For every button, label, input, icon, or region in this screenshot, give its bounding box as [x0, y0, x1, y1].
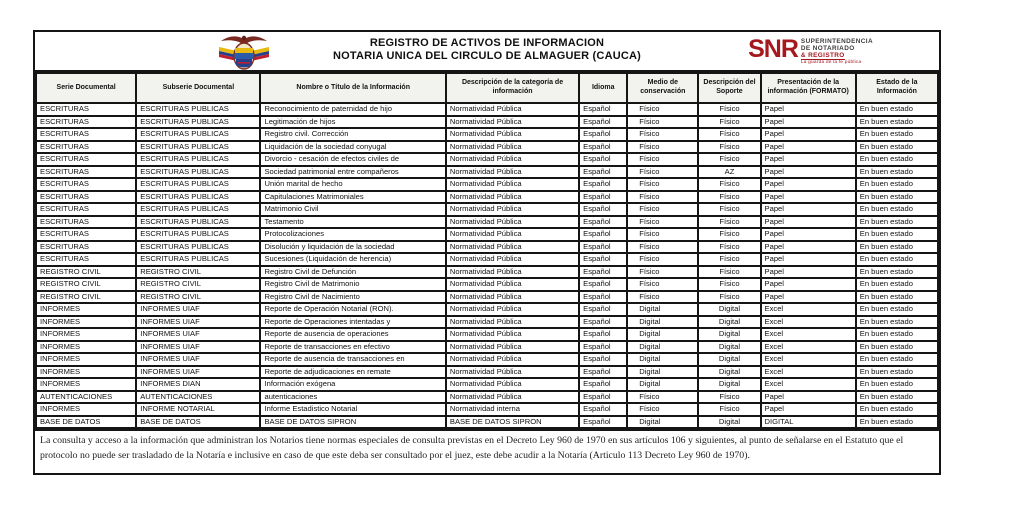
table-cell: Físico: [698, 116, 760, 129]
table-row: [36, 378, 938, 391]
table-cell: En buen estado: [856, 253, 938, 266]
table-row: [36, 278, 938, 291]
table-cell: Legitimación de hijos: [260, 116, 445, 129]
table-cell: Reporte de Operaciones intentadas y: [260, 316, 445, 329]
table-cell: En buen estado: [856, 378, 938, 391]
table-cell: Reporte de transacciones en efectivo: [260, 341, 445, 354]
table-cell: ESCRITURAS PUBLICAS: [136, 178, 260, 191]
table-cell: Español: [579, 366, 627, 379]
table-cell: Normatividad Pública: [446, 341, 579, 354]
table-row: [36, 141, 938, 154]
table-cell: En buen estado: [856, 341, 938, 354]
table-cell: Reporte de ausencia de operaciones: [260, 328, 445, 341]
table-cell: Digital: [627, 303, 698, 316]
table-cell: Normatividad Pública: [446, 253, 579, 266]
table-cell: Unión marital de hecho: [260, 178, 445, 191]
table-cell: Papel: [761, 153, 856, 166]
table-cell: Normatividad Pública: [446, 103, 579, 116]
table-cell: En buen estado: [856, 328, 938, 341]
table-cell: Papel: [761, 291, 856, 304]
table-cell: ESCRITURAS: [36, 116, 136, 129]
table-cell: Físico: [627, 203, 698, 216]
table-row: [36, 228, 938, 241]
table-cell: ESCRITURAS PUBLICAS: [136, 228, 260, 241]
table-cell: Español: [579, 216, 627, 229]
table-row: [36, 291, 938, 304]
table-cell: Físico: [698, 103, 760, 116]
table-cell: Normatividad Pública: [446, 203, 579, 216]
snr-line3: & REGISTRO: [800, 51, 845, 59]
table-cell: Físico: [627, 228, 698, 241]
table-cell: REGISTRO CIVIL: [136, 291, 260, 304]
table-cell: REGISTRO CIVIL: [36, 266, 136, 279]
table-cell: En buen estado: [856, 353, 938, 366]
table-cell: REGISTRO CIVIL: [136, 278, 260, 291]
table-cell: AUTENTICACIONES: [36, 391, 136, 404]
table-cell: Testamento: [260, 216, 445, 229]
table-cell: Físico: [698, 391, 760, 404]
table-cell: Papel: [761, 253, 856, 266]
table-cell: Normatividad Pública: [446, 228, 579, 241]
table-cell: En buen estado: [856, 241, 938, 254]
table-cell: Físico: [627, 178, 698, 191]
table-cell: Español: [579, 328, 627, 341]
table-cell: Sociedad patrimonial entre compañeros: [260, 166, 445, 179]
table-cell: Digital: [698, 416, 760, 429]
table-cell: Físico: [627, 403, 698, 416]
table-cell: ESCRITURAS: [36, 241, 136, 254]
table-cell: En buen estado: [856, 203, 938, 216]
table-cell: Físico: [627, 278, 698, 291]
table-cell: En buen estado: [856, 416, 938, 429]
table-cell: Digital: [627, 353, 698, 366]
table-cell: Papel: [761, 266, 856, 279]
table-cell: ESCRITURAS: [36, 203, 136, 216]
table-cell: Español: [579, 341, 627, 354]
table-cell: Físico: [698, 141, 760, 154]
table-cell: ESCRITURAS PUBLICAS: [136, 253, 260, 266]
table-cell: Físico: [698, 241, 760, 254]
table-cell: Disolución y liquidación de la sociedad: [260, 241, 445, 254]
table-cell: Reporte de adjudicaciones en remate: [260, 366, 445, 379]
table-row: [36, 266, 938, 279]
table-cell: REGISTRO CIVIL: [36, 291, 136, 304]
table-cell: Normatividad Pública: [446, 153, 579, 166]
table-cell: Normatividad Pública: [446, 266, 579, 279]
table-cell: En buen estado: [856, 166, 938, 179]
table-cell: INFORMES: [36, 341, 136, 354]
table-cell: Físico: [627, 216, 698, 229]
table-cell: Físico: [627, 191, 698, 204]
table-cell: En buen estado: [856, 303, 938, 316]
table-cell: Físico: [627, 103, 698, 116]
table-row: [36, 366, 938, 379]
table-cell: Físico: [698, 203, 760, 216]
table-row: [36, 216, 938, 229]
table-cell: Digital: [627, 378, 698, 391]
table-row: [36, 253, 938, 266]
table-cell: REGISTRO CIVIL: [36, 278, 136, 291]
table-cell: Físico: [627, 128, 698, 141]
table-row: [36, 166, 938, 179]
table-row: [36, 103, 938, 116]
table-cell: INFORMES: [36, 316, 136, 329]
table-cell: ESCRITURAS PUBLICAS: [136, 103, 260, 116]
table-cell: INFORMES UIAF: [136, 366, 260, 379]
table-cell: Excel: [761, 341, 856, 354]
table-cell: Normatividad Pública: [446, 241, 579, 254]
table-cell: En buen estado: [856, 141, 938, 154]
table-cell: Registro civil. Corrección: [260, 128, 445, 141]
table-cell: Físico: [698, 266, 760, 279]
table-cell: REGISTRO CIVIL: [136, 266, 260, 279]
table-cell: ESCRITURAS PUBLICAS: [136, 128, 260, 141]
table-cell: Normatividad Pública: [446, 216, 579, 229]
table-cell: Normatividad Pública: [446, 366, 579, 379]
table-cell: Español: [579, 378, 627, 391]
table-cell: Normatividad interna: [446, 403, 579, 416]
table-cell: Excel: [761, 328, 856, 341]
table-cell: Registro Civil de Defunción: [260, 266, 445, 279]
table-cell: Español: [579, 128, 627, 141]
table-cell: ESCRITURAS: [36, 128, 136, 141]
table-row: [36, 303, 938, 316]
table-cell: Informe Estadistico Notarial: [260, 403, 445, 416]
table-cell: INFORMES: [36, 403, 136, 416]
table-cell: Español: [579, 291, 627, 304]
table-cell: Papel: [761, 278, 856, 291]
table-cell: Español: [579, 303, 627, 316]
table-cell: Digital: [698, 366, 760, 379]
table-cell: Físico: [698, 291, 760, 304]
table-cell: Divorcio - cesación de efectos civiles de: [260, 153, 445, 166]
table-cell: ESCRITURAS: [36, 141, 136, 154]
table-cell: En buen estado: [856, 266, 938, 279]
table-cell: En buen estado: [856, 291, 938, 304]
document-title: REGISTRO DE ACTIVOS DE INFORMACION: [369, 37, 605, 49]
snr-logo-text: [801, 39, 873, 67]
table-cell: Físico: [698, 128, 760, 141]
column-header: Nombre o Título de la Información: [260, 73, 445, 103]
table-row: [36, 191, 938, 204]
table-cell: ESCRITURAS: [36, 216, 136, 229]
registro-table: [35, 72, 939, 429]
table-cell: Papel: [761, 166, 856, 179]
table-cell: Digital: [698, 341, 760, 354]
table-cell: ESCRITURAS PUBLICAS: [136, 166, 260, 179]
table-cell: ESCRITURAS PUBLICAS: [136, 141, 260, 154]
table-cell: En buen estado: [856, 366, 938, 379]
table-cell: Físico: [698, 403, 760, 416]
table-cell: Papel: [761, 141, 856, 154]
table-cell: Español: [579, 166, 627, 179]
table-cell: Normatividad Pública: [446, 128, 579, 141]
table-cell: Papel: [761, 128, 856, 141]
table-cell: ESCRITURAS: [36, 178, 136, 191]
table-row: [36, 341, 938, 354]
table-cell: Normatividad Pública: [446, 291, 579, 304]
table-cell: En buen estado: [856, 191, 938, 204]
table-row: [36, 353, 938, 366]
table-cell: INFORMES: [36, 378, 136, 391]
table-cell: Normatividad Pública: [446, 141, 579, 154]
table-cell: DIGITAL: [761, 416, 856, 429]
table-row: [36, 241, 938, 254]
table-cell: Digital: [627, 366, 698, 379]
table-cell: Físico: [627, 291, 698, 304]
table-cell: Digital: [627, 316, 698, 329]
column-header: Serie Documental: [36, 73, 136, 103]
table-cell: Español: [579, 253, 627, 266]
table-cell: Digital: [627, 416, 698, 429]
table-cell: Registro Civil de Matrimonio: [260, 278, 445, 291]
table-cell: Español: [579, 416, 627, 429]
table-row: [36, 403, 938, 416]
table-cell: Sucesiones (Liquidación de herencia): [260, 253, 445, 266]
table-cell: Normatividad Pública: [446, 391, 579, 404]
table-cell: INFORMES UIAF: [136, 353, 260, 366]
snr-acronym: SNR: [748, 35, 798, 63]
table-cell: Normatividad Pública: [446, 378, 579, 391]
table-cell: En buen estado: [856, 128, 938, 141]
table-cell: En buen estado: [856, 403, 938, 416]
table-cell: INFORMES: [36, 303, 136, 316]
table-cell: Papel: [761, 191, 856, 204]
table-cell: INFORMES UIAF: [136, 303, 260, 316]
registro-activos-sheet: [33, 30, 941, 475]
table-cell: Papel: [761, 178, 856, 191]
table-cell: Español: [579, 403, 627, 416]
table-cell: autenticaciones: [260, 391, 445, 404]
table-cell: Español: [579, 203, 627, 216]
column-header: Descripción de la categoría de información: [446, 73, 579, 103]
table-cell: Español: [579, 278, 627, 291]
table-cell: Físico: [698, 153, 760, 166]
table-cell: En buen estado: [856, 103, 938, 116]
table-cell: Papel: [761, 116, 856, 129]
table-cell: Papel: [761, 391, 856, 404]
table-header-row: [36, 73, 938, 103]
table-cell: Español: [579, 353, 627, 366]
table-cell: En buen estado: [856, 178, 938, 191]
table-cell: Capitulaciones Matrimoniales: [260, 191, 445, 204]
table-cell: Excel: [761, 366, 856, 379]
snr-logo: [748, 37, 873, 67]
table-cell: Papel: [761, 216, 856, 229]
table-cell: En buen estado: [856, 278, 938, 291]
table-cell: Digital: [627, 328, 698, 341]
table-cell: Matrimonio Civil: [260, 203, 445, 216]
table-cell: Normatividad Pública: [446, 278, 579, 291]
table-row: [36, 203, 938, 216]
table-cell: Español: [579, 141, 627, 154]
table-cell: Papel: [761, 203, 856, 216]
column-header: Estado de la Información: [856, 73, 938, 103]
table-cell: Reporte de Operación Notarial (RON).: [260, 303, 445, 316]
table-cell: Físico: [627, 241, 698, 254]
table-cell: Liquidación de la sociedad conyugal: [260, 141, 445, 154]
table-cell: Español: [579, 316, 627, 329]
table-row: [36, 328, 938, 341]
table-cell: Papel: [761, 241, 856, 254]
table-cell: ESCRITURAS PUBLICAS: [136, 153, 260, 166]
table-cell: AZ: [698, 166, 760, 179]
table-cell: INFORMES UIAF: [136, 316, 260, 329]
table-row: [36, 178, 938, 191]
column-header: Idioma: [579, 73, 627, 103]
table-cell: INFORMES UIAF: [136, 328, 260, 341]
table-cell: BASE DE DATOS SIPRON: [260, 416, 445, 429]
table-cell: BASE DE DATOS: [136, 416, 260, 429]
table-cell: Información exógena: [260, 378, 445, 391]
table-cell: Español: [579, 228, 627, 241]
table-row: [36, 416, 938, 429]
title-band: [35, 32, 939, 72]
table-cell: Normatividad Pública: [446, 328, 579, 341]
table-row: [36, 391, 938, 404]
table-cell: Normatividad Pública: [446, 178, 579, 191]
table-cell: ESCRITURAS: [36, 103, 136, 116]
table-cell: BASE DE DATOS SIPRON: [446, 416, 579, 429]
table-cell: INFORMES DIAN: [136, 378, 260, 391]
table-row: [36, 316, 938, 329]
table-cell: Digital: [698, 328, 760, 341]
table-cell: Español: [579, 391, 627, 404]
table-cell: En buen estado: [856, 316, 938, 329]
table-cell: En buen estado: [856, 216, 938, 229]
table-cell: INFORMES UIAF: [136, 341, 260, 354]
table-cell: Papel: [761, 228, 856, 241]
table-row: [36, 128, 938, 141]
table-cell: Físico: [627, 166, 698, 179]
table-cell: AUTENTICACIONES: [136, 391, 260, 404]
table-cell: Físico: [698, 178, 760, 191]
table-cell: Digital: [698, 316, 760, 329]
table-cell: Reporte de ausencia de transacciones en: [260, 353, 445, 366]
table-cell: Físico: [698, 228, 760, 241]
table-cell: En buen estado: [856, 116, 938, 129]
table-cell: En buen estado: [856, 391, 938, 404]
column-header: Presentación de la información (FORMATO): [761, 73, 856, 103]
table-cell: Registro Civil de Nacimiento: [260, 291, 445, 304]
table-cell: Español: [579, 103, 627, 116]
snr-line2: DE NOTARIADO: [800, 44, 855, 52]
table-cell: Normatividad Pública: [446, 316, 579, 329]
table-cell: Normatividad Pública: [446, 353, 579, 366]
table-cell: ESCRITURAS PUBLICAS: [136, 116, 260, 129]
table-cell: Excel: [761, 303, 856, 316]
table-cell: Papel: [761, 403, 856, 416]
table-cell: Digital: [698, 303, 760, 316]
table-cell: Físico: [627, 153, 698, 166]
table-cell: Físico: [698, 216, 760, 229]
document-subtitle: NOTARIA UNICA DEL CIRCULO DE ALMAGUER (CAUCA): [332, 50, 642, 62]
table-cell: Español: [579, 116, 627, 129]
snr-line1: SUPERINTENDENCIA: [800, 38, 873, 45]
table-cell: Reconocimiento de paternidad de hijo: [260, 103, 445, 116]
table-cell: Físico: [698, 253, 760, 266]
table-cell: ESCRITURAS: [36, 191, 136, 204]
column-header: Descripción del Soporte: [698, 73, 760, 103]
table-cell: Excel: [761, 316, 856, 329]
column-header: Medio de conservación: [627, 73, 698, 103]
table-cell: Físico: [627, 391, 698, 404]
table-cell: Físico: [698, 191, 760, 204]
table-cell: ESCRITURAS: [36, 228, 136, 241]
table-cell: Normatividad Pública: [446, 191, 579, 204]
table-cell: Papel: [761, 103, 856, 116]
table-cell: Normatividad Pública: [446, 116, 579, 129]
table-cell: Normatividad Pública: [446, 166, 579, 179]
table-cell: Español: [579, 153, 627, 166]
table-cell: Físico: [698, 278, 760, 291]
table-cell: Excel: [761, 353, 856, 366]
table-cell: Digital: [627, 341, 698, 354]
table-cell: INFORMES: [36, 328, 136, 341]
table-cell: Digital: [698, 378, 760, 391]
table-cell: Excel: [761, 378, 856, 391]
table-cell: Físico: [627, 116, 698, 129]
table-cell: Protocolizaciones: [260, 228, 445, 241]
table-cell: Español: [579, 191, 627, 204]
column-header: Subserie Documental: [136, 73, 260, 103]
table-cell: Español: [579, 241, 627, 254]
table-cell: Español: [579, 178, 627, 191]
table-cell: ESCRITURAS PUBLICAS: [136, 241, 260, 254]
table-cell: Físico: [627, 253, 698, 266]
table-cell: ESCRITURAS PUBLICAS: [136, 216, 260, 229]
table-cell: Físico: [627, 266, 698, 279]
snr-tagline: La guarda de la fe pública: [800, 60, 862, 66]
table-row: [36, 153, 938, 166]
table-cell: BASE DE DATOS: [36, 416, 136, 429]
table-cell: Digital: [698, 353, 760, 366]
table-cell: En buen estado: [856, 228, 938, 241]
table-cell: ESCRITURAS: [36, 153, 136, 166]
table-cell: En buen estado: [856, 153, 938, 166]
table-cell: ESCRITURAS PUBLICAS: [136, 191, 260, 204]
table-cell: Físico: [627, 141, 698, 154]
table-cell: ESCRITURAS: [36, 253, 136, 266]
legal-footnote: La consulta y acceso a la información que administran los Notarios tiene normas especiales de consulta previstas en el Decreto Ley 960 de 1970 en sus artículos 106 y siguientes, al punto de señalarse en el Estatuto que el protocolo no puede ser trasladado de la Notaría e inclusive en caso de que este deba ser consultado por el juez, este debe acudir a la Notaría (Articulo 113 Decreto Ley 960 de 1970).: [35, 429, 939, 473]
table-cell: INFORMES: [36, 353, 136, 366]
table-cell: INFORME NOTARIAL: [136, 403, 260, 416]
table-row: [36, 116, 938, 129]
table-cell: ESCRITURAS PUBLICAS: [136, 203, 260, 216]
table-cell: Español: [579, 266, 627, 279]
table-cell: ESCRITURAS: [36, 166, 136, 179]
table-cell: INFORMES: [36, 366, 136, 379]
table-cell: Normatividad Pública: [446, 303, 579, 316]
